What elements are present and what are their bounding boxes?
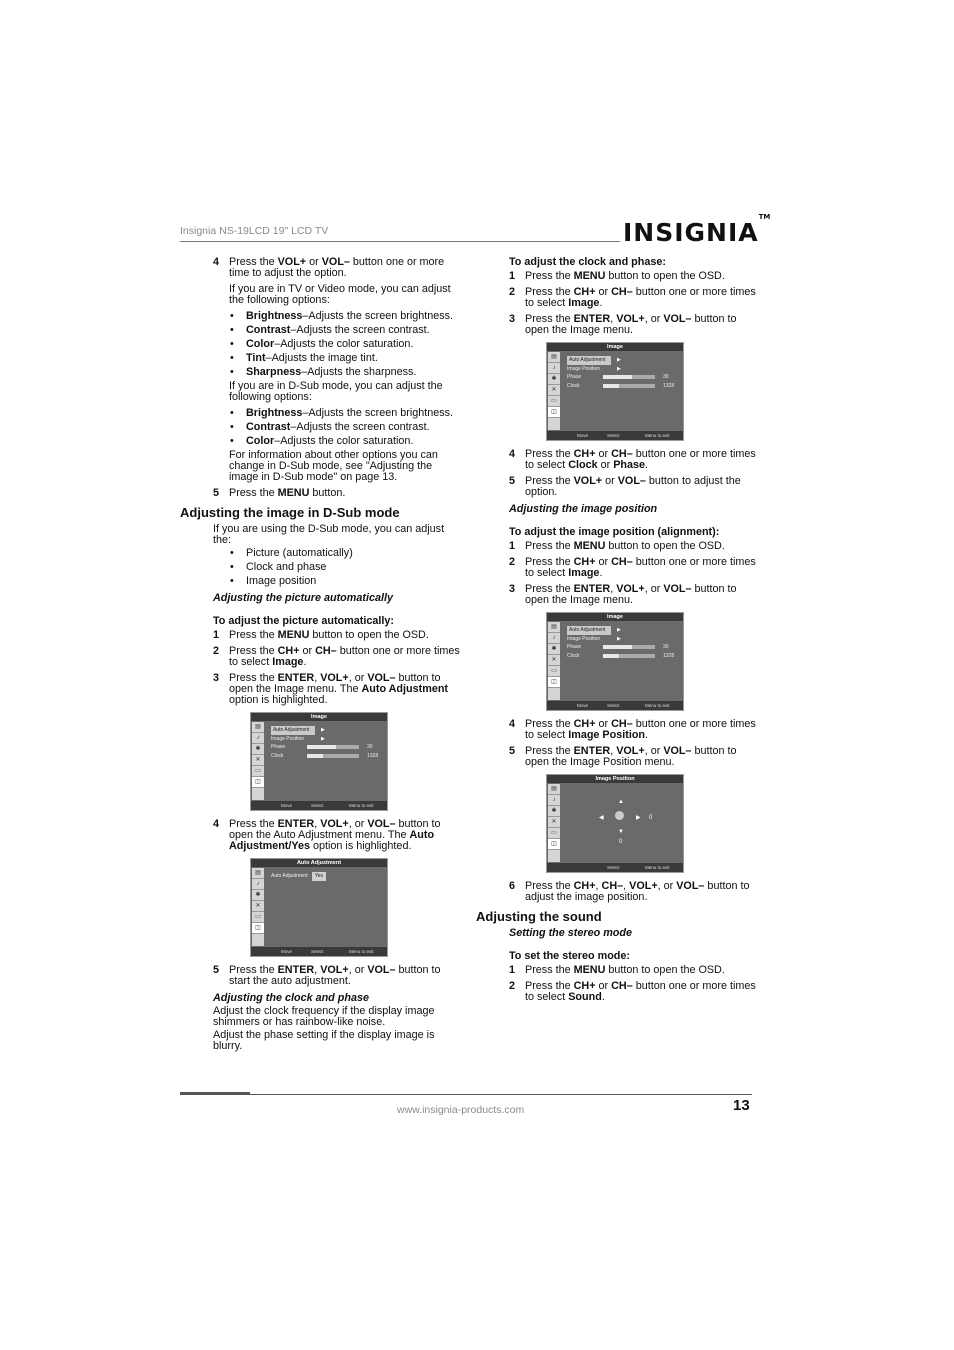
osd-footer: Move Select Menu to exit	[251, 801, 387, 810]
dsub-list-item: • Clock and phase	[180, 562, 460, 573]
pos-step-2: 2 Press the CH+ or CH– button one or more times to select Image.	[509, 556, 756, 579]
heading-pos: Adjusting the image position	[509, 503, 658, 515]
page-number: 13	[733, 1097, 750, 1114]
tv-option-item: • Color–Adjusts the color saturation.	[180, 339, 460, 350]
auto-step-1: 1 Press the MENU button to open the OSD.	[213, 629, 429, 641]
auto-step-5: 5 Press the ENTER, VOL+, or VOL– button to start the auto adjustment.	[213, 964, 441, 987]
footer-url: www.insignia-products.com	[397, 1104, 525, 1116]
stereo-step-2: 2 Press the CH+ or CH– button one or more times to select Sound.	[509, 980, 756, 1003]
clock-step-3: 3 Press the ENTER, VOL+, or VOL– button to open the Image menu.	[509, 313, 737, 336]
right-column	[476, 257, 758, 1008]
osd-image-position: Image Position ▤ ♪ ✱ ✕ ▭ ◫ ▲ ◀ ▶ 0 ▼ 0 Select Menu to exit	[546, 774, 684, 873]
osd-title: Image	[251, 713, 387, 721]
dsub-option-item: • Contrast–Adjusts the screen contrast.	[180, 422, 460, 433]
pos-step-5: 5 Press the ENTER, VOL+, or VOL– button to open the Image Position menu.	[509, 745, 737, 768]
clock-step-1: 1 Press the MENU button to open the OSD.	[509, 270, 725, 282]
tv-option-item: • Contrast–Adjusts the screen contrast.	[180, 325, 460, 336]
heading-dsub: Adjusting the image in D-Sub mode	[180, 505, 400, 520]
header-title: Insignia NS-19LCD 19" LCD TV	[180, 225, 329, 237]
dsub-options-list	[180, 408, 460, 447]
dsub-desc: If you are using the D-Sub mode, you can adjust the:	[213, 523, 445, 546]
tv-intro: If you are in TV or Video mode, you can adjust the following options:	[229, 283, 451, 306]
pos-step-3: 3 Press the ENTER, VOL+, or VOL– button to open the Image menu.	[509, 583, 737, 606]
left-column	[180, 257, 460, 1054]
pos-step-6: 6 Press the CH+, CH–, VOL+, or VOL– button to adjust the image position.	[509, 880, 750, 903]
heading-clock-to: To adjust the clock and phase:	[509, 256, 666, 268]
auto-step-3: 3 Press the ENTER, VOL+, or VOL– button to open the Image menu. The Auto Adjustment option is highlighted.	[213, 672, 449, 706]
auto-step-2: 2 Press the CH+ or CH– button one or more times to select Image.	[213, 645, 460, 668]
heading-pos-to: To adjust the image position (alignment):	[509, 526, 720, 538]
clock-p2: Adjust the phase setting if the display image is blurry.	[213, 1029, 435, 1052]
pos-step-1: 1 Press the MENU button to open the OSD.	[509, 540, 725, 552]
tv-option-item: • Tint–Adjusts the image tint.	[180, 353, 460, 364]
dsub-option-item: • Color–Adjusts the color saturation.	[180, 436, 460, 447]
heading-sound: Adjusting the sound	[476, 909, 602, 924]
tv-option-item: • Brightness–Adjusts the screen brightness.	[180, 311, 460, 322]
heading-clock: Adjusting the clock and phase	[213, 992, 369, 1004]
osd-image-menu: Image ▤ ♪ ✱ ✕ ▭ ◫ Auto Adjustment ▶ Image Position ▶ Phase 30 Clock 1328 Move Select Menu to exit	[250, 712, 388, 811]
pos-step-4: 4 Press the CH+ or CH– button one or more times to select Image Position.	[509, 718, 756, 741]
heading-stereo: Setting the stereo mode	[509, 927, 632, 939]
tv-options-list	[180, 311, 460, 378]
osd-image-menu-2: Image ▤ ♪ ✱ ✕ ▭ ◫ Auto Adjustment ▶ Image Position ▶ Phase 30 Clock 1328 Move Select Menu to exit	[546, 342, 684, 441]
info-paragraph: For information about other options you can change in D-Sub mode, see "Adjusting the image in D-Sub mode" on page 13.	[229, 449, 438, 483]
dsub-list-item: • Image position	[180, 576, 460, 587]
heading-stereo-to: To set the stereo mode:	[509, 950, 630, 962]
stereo-step-1: 1 Press the MENU button to open the OSD.	[509, 964, 725, 976]
dsub-option-item: • Brightness–Adjusts the screen brightness.	[180, 408, 460, 419]
dsub-list	[180, 548, 460, 587]
auto-step-4: 4 Press the ENTER, VOL+, or VOL– button to open the Auto Adjustment menu. The Auto Adjustment/Yes option is highlighted.	[213, 818, 441, 852]
step-5-menu: 5 Press the MENU button.	[213, 487, 346, 499]
position-pad: ▲ ◀ ▶ 0 ▼ 0	[599, 799, 653, 845]
heading-auto: Adjusting the picture automatically	[213, 592, 393, 604]
osd-image-menu-3: Image ▤ ♪ ✱ ✕ ▭ ◫ Auto Adjustment ▶ Image Position ▶ Phase 30 Clock 1328 Move Select Menu to exit	[546, 612, 684, 711]
osd-sidebar: ▤ ♪ ✱ ✕ ▭ ◫	[252, 722, 264, 800]
header-rule	[180, 241, 620, 242]
heading-auto-to: To adjust the picture automatically:	[213, 615, 394, 627]
clock-p1: Adjust the clock frequency if the display image shimmers or has rainbow-like noise.	[213, 1005, 435, 1028]
osd-auto-adjustment: Auto Adjustment ▤ ♪ ✱ ✕ ▭ ◫ Auto Adjustment: Yes Move Select Menu to exit	[250, 858, 388, 957]
dsub-list-item: • Picture (automatically)	[180, 548, 460, 559]
clock-step-5: 5 Press the VOL+ or VOL– button to adjust the option.	[509, 475, 741, 498]
clock-step-2: 2 Press the CH+ or CH– button one or more times to select Image.	[509, 286, 756, 309]
step-4-vol: 4 Press the VOL+ or VOL– button one or more time to adjust the option.	[213, 256, 445, 279]
clock-step-4: 4 Press the CH+ or CH– button one or more times to select Clock or Phase.	[509, 448, 756, 471]
tv-option-item: • Sharpness–Adjusts the sharpness.	[180, 367, 460, 378]
dsub-intro: If you are in D-Sub mode, you can adjust the following options:	[229, 380, 443, 403]
footer-rule	[180, 1094, 752, 1095]
insignia-logo: INSIGNIA™	[623, 212, 771, 247]
